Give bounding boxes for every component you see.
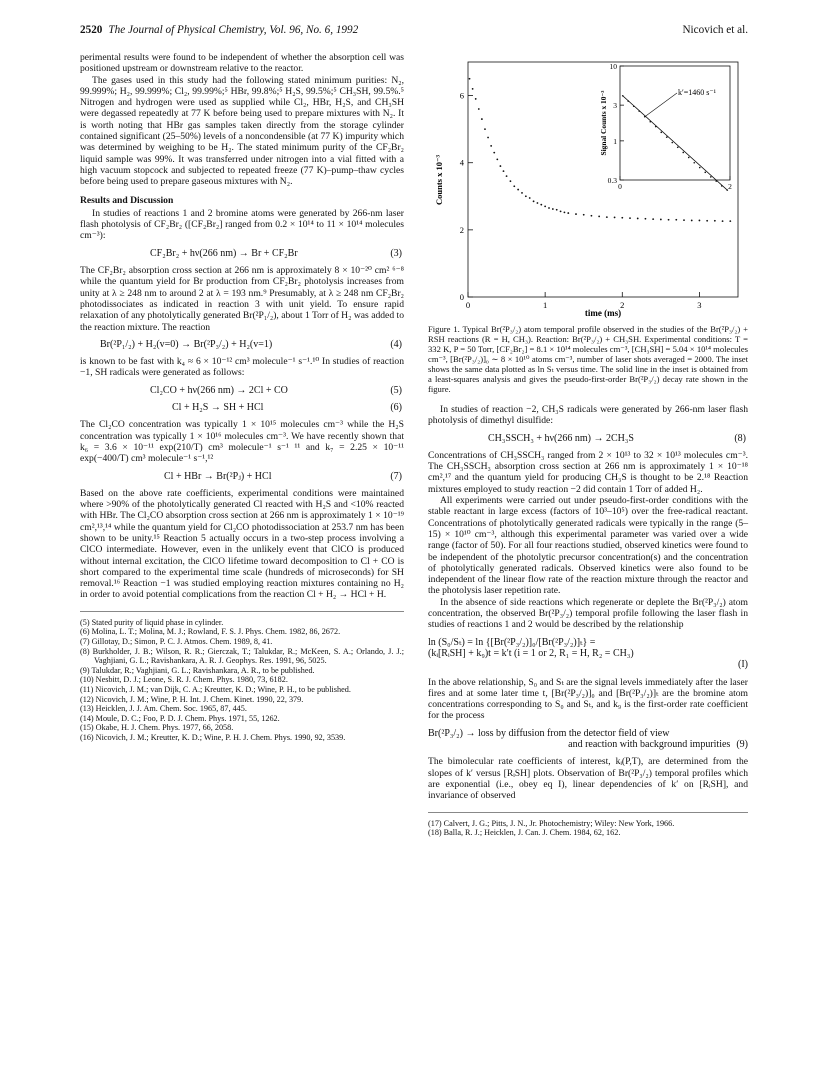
data-point xyxy=(629,217,631,219)
paragraph: All experiments were carried out under pseudo-first-order conditions with the stable reactant in large excess (factors of 10³–10⁵) over the free-radical reactant. Concentrations of photolytically generated radicals were typically in the range (5–15) × 10¹⁰ cm⁻³, although this experimental parameter was varied over a wide range (factor of 50). For all four reactions studied, observed kinetics were found to be independent of the photolytic precursor concentration(s) and the concentration of photolytically generated radicals. Observed kinetics were also found to be independent of the linear flow rate of the reaction mixture through the reactor and the photolysis laser repetition rate. xyxy=(428,495,748,597)
inset-data-point xyxy=(671,142,673,144)
data-point xyxy=(729,220,731,222)
reference: (15) Okabe, H. J. Chem. Phys. 1977, 66, 2058. xyxy=(80,723,234,733)
data-point xyxy=(552,208,554,210)
data-point xyxy=(500,165,502,167)
equation-5: Cl₂CO + hν(266 nm) → 2Cl + CO (5) xyxy=(150,384,402,396)
inset-x-tick-label: 2 xyxy=(728,182,732,191)
equation-3: CF₂Br₂ + hν(266 nm) → Br + CF₂Br (3) xyxy=(150,247,402,259)
data-point xyxy=(513,185,515,187)
inset-y-axis-label: Signal Counts x 10⁻³ xyxy=(599,90,608,156)
data-point xyxy=(517,189,519,191)
inset-data-point xyxy=(710,176,712,178)
data-point xyxy=(481,118,483,120)
data-point xyxy=(548,207,550,209)
reference: (17) Calvert, J. G.; Pitts, J. N., Jr. Photochemistry; Wiley: New York, 1966. xyxy=(428,818,675,828)
data-point xyxy=(583,214,585,216)
data-point xyxy=(621,217,623,219)
reference: (8) Burkholder, J. B.; Wilson, R. R.; Gierczak, T.; Talukdar, R.; McKeen, S. A.; Orlando, J. J.; Vaghjiani, G. L.; Ravishankara, A. R. J. Geophys. Res. 1991, 96, 5025. xyxy=(80,646,404,666)
data-point xyxy=(506,175,508,177)
data-point xyxy=(567,212,569,214)
reference: (11) Nicovich, J. M.; van Dijk, C. A.; Kreutter, K. D.; Wine, P. H., to be published. xyxy=(80,684,351,694)
y-tick-label: 2 xyxy=(459,224,464,235)
x-tick-label: 3 xyxy=(697,300,702,310)
data-point xyxy=(598,216,600,218)
main-y-axis-label: Counts x 10⁻³ xyxy=(434,154,444,206)
data-point xyxy=(668,219,670,221)
paragraph: The Cl₂CO concentration was typically 1 × 10¹⁵ molecules cm⁻³ while the H₂S concentration was typically 1 × 10¹⁶ molecules cm⁻³. We have recently shown that k₆ = 3.6 × 10⁻¹¹ exp(210/T) cm³ molecule⁻¹ s⁻¹ ¹¹ and k₇ = 2.25 × 10⁻¹¹ exp(−400/T) cm³ molecule⁻¹ s⁻¹,¹² xyxy=(80,419,404,465)
inset-data-point xyxy=(704,172,706,174)
paragraph: The bimolecular rate coefficients of interest, kᵢ(P,T), are determined from the slopes of k′ versus [RᵢSH] plots. Observation of Br(²P₃/₂) temporal profiles which are exponential (i.e., obey eq I), linear dependencies of k′ on [RᵢSH], and invariance of observed xyxy=(428,756,748,802)
data-point xyxy=(614,217,616,219)
data-point xyxy=(544,205,546,207)
y-tick-label: 0 xyxy=(459,292,464,302)
paragraph: The gases used in this study had the following stated minimum purities: N₂, 99.999%; H₂, 99.999%; Cl₂, 99.99%;⁵ HBr, 99.8%;⁵ H₂S, 99.5%;⁵ CH₃SH, 99.5%.⁵ Nitrogen and hydrogen were used as supplied while Cl₂, HBr, H₂S, and CH₃SH were degassed repeatedly at 77 K before being used to prepare mixtures with N₂. It is worth noting that HBr gas samples taken directly from the storage cylinder contained significant (25–50%) levels of a noncondensible (at 77 K) impurity which was determined by weighing to be H₂. The stated minimum purity of the CF₂Br₂ liquid sample was 99%. It was transferred under nitrogen into a vial fitted with a high vacuum stopcock and subjected to repeated freeze (77 K)–pump–thaw cycles before being used to prepare gaseous mixtures with N₂. xyxy=(80,74,404,188)
data-point xyxy=(475,98,477,100)
data-point xyxy=(496,158,498,160)
data-point xyxy=(529,197,531,199)
inset-data-point xyxy=(699,167,701,169)
figure-caption: Figure 1. Typical Br(²P₃/₂) atom temporal profile observed in the studies of the Br(²P₃/₂) + RSH reactions (R = H, CH₃). Reaction: Br(²P₃/₂) + CH₃SH. Experimental conditions: T = 332 K, P = 50 Torr, [CF₂Br₂] = 8.1 × 10¹⁴ molecules cm⁻³, [CH₃SH] = 5.04 × 10¹⁴ molecules cm⁻³, [Br(²P₃/₂)]₀ ∼ 8 × 10¹⁰ atoms cm⁻³, number of laser shots averaged = 2000. The inset shows the same data plotted as ln Sₜ versus time. The solid line in the inset is obtained from a least-squares analysis and gives the pseudo-first-order Br(²P₃/₂) decay rate shown in the figure. xyxy=(428,324,748,394)
data-point xyxy=(606,216,608,218)
inset-y-tick-label: 1 xyxy=(613,136,617,146)
inset-plot xyxy=(620,66,730,180)
paragraph: In studies of reaction −2, CH₃S radicals were generated by 266-nm laser flash photolysis of dimethyl disulfide: xyxy=(428,404,748,427)
rate-label: k′=1460 s⁻¹ xyxy=(678,88,716,97)
inset-data-point xyxy=(666,136,668,138)
data-point xyxy=(564,212,566,214)
data-point xyxy=(645,218,647,220)
reference: (7) Gillotay, D.; Simon, P. C. J. Atmos. Chem. 1989, 8, 41. xyxy=(80,636,273,646)
reference: (16) Nicovich, J. M.; Kreutter, K. D.; Wine, P. H. J. Chem. Phys. 1990, 92, 3539. xyxy=(80,732,346,742)
references-right xyxy=(428,812,748,838)
reference: (9) Talukdar, R.; Vaghjiani, G. L.; Ravishankara, A. R., to be published. xyxy=(80,665,315,675)
data-point xyxy=(537,202,539,204)
data-point xyxy=(487,137,489,139)
equation-9: Br(²P₃/₂) → loss by diffusion from the detector field of view and reaction with background impurities (9) xyxy=(428,727,748,751)
reference: (6) Molina, L. T.; Molina, M. J.; Rowland, F. S. J. Phys. Chem. 1982, 86, 2672. xyxy=(80,627,341,637)
inset-data-point xyxy=(688,157,690,159)
inset-data-point xyxy=(660,132,662,134)
y-tick-label: 4 xyxy=(459,157,464,168)
data-point xyxy=(525,195,527,197)
equation-7: Cl + HBr → Br(²Pⱼ) + HCl (7) xyxy=(164,470,402,482)
left-column xyxy=(80,52,404,742)
journal-citation: The Journal of Physical Chemistry, Vol. 96, No. 6, 1992 xyxy=(108,24,359,36)
data-point xyxy=(472,88,474,90)
running-authors: Nicovich et al. xyxy=(682,24,748,36)
right-column xyxy=(428,52,748,838)
data-point xyxy=(660,219,662,221)
data-point xyxy=(503,170,505,172)
x-tick-label: 2 xyxy=(620,300,625,310)
data-point xyxy=(575,213,577,215)
data-point xyxy=(556,209,558,211)
data-point xyxy=(490,145,492,147)
paragraph: perimental results were found to be independent of whether the absorption cell was positioned upstream or downstream relative to the reactor. xyxy=(80,52,404,75)
paragraph: Based on the above rate coefficients, experimental conditions were maintained where >90% of the photolytically generated Cl reacted with H₂S and <10% reacted with HBr. The Cl₂CO absorption cross section at 266 nm is approximately 1 × 10⁻¹⁹ cm²,¹³,¹⁴ while the quantum yield for Cl₂CO photodissociation at 253.7 nm has been shown to be unity.¹⁵ Reaction 5 actually occurs in a two-step process involving a ClCO intermediate. However, even in the unlikely event that ClCO is produced without internal excitation, the ClCO lifetime toward decomposition to Cl + CO is short compared to the experimental time scale (hundreds of microseconds) for SH removal.¹⁶ Reaction −1 was studied employing reaction mixtures containing no H₂ in order to avoid potential complications from the reaction Cl + H₂ → HCl + H. xyxy=(80,487,404,601)
data-point xyxy=(683,219,685,221)
data-point xyxy=(722,220,724,222)
inset-data-point xyxy=(682,152,684,154)
inset-y-tick-label: 10 xyxy=(609,62,617,71)
data-point xyxy=(591,215,593,217)
paragraph: Concentrations of CH₃SSCH₃ ranged from 2 × 10¹³ to 32 × 10¹³ molecules cm⁻³. The CH₃SSCH₃ absorption cross section at 266 nm is approximately 1 × 10⁻¹⁸ cm²,¹⁷ and the quantum yield for producing CH₃S is thought to be 2.¹⁸ Reaction mixtures employed to study reaction −2 did contain 1 Torr of added H₂. xyxy=(428,449,748,495)
data-point xyxy=(637,218,639,220)
equation-4: Br(²P₁/₂) + H₂(v=0) → Br(²P₃/₂) + H₂(v=1) (4) xyxy=(100,338,402,350)
paragraph: In the absence of side reactions which regenerate or deplete the Br(²P₃/₂) atom concentration, the observed Br(²P₃/₂) temporal profile following the laser flash in studies of reactions 1 and 2 would be described by the relationship xyxy=(428,596,748,631)
data-point xyxy=(675,219,677,221)
data-point xyxy=(493,152,495,154)
main-x-axis-label: time (ms) xyxy=(584,308,622,318)
figure-1 xyxy=(428,52,748,320)
paragraph: In studies of reactions 1 and 2 bromine atoms were generated by 266-nm laser flash photolysis of CF₂Br₂ ([CF₂Br₂] ranged from 0.2 × 10¹⁴ to 11 × 10¹⁴ molecules cm⁻³): xyxy=(80,207,404,242)
data-point xyxy=(699,220,701,222)
inset-y-tick-label: 3 xyxy=(613,101,617,111)
page-number: 2520 xyxy=(80,24,103,36)
page-header xyxy=(80,24,748,42)
data-point xyxy=(652,218,654,220)
reference: (18) Balla, R. J.; Heicklen, J. Can. J. Chem. 1984, 62, 162. xyxy=(428,828,621,838)
data-point xyxy=(714,220,716,222)
inset-data-point xyxy=(693,162,695,164)
figure-1-plot xyxy=(428,52,748,320)
section-heading: Results and Discussion xyxy=(80,194,174,206)
paragraph: The CF₂Br₂ absorption cross section at 266 nm is approximately 8 × 10⁻²⁰ cm² ⁶⁻⁸ while the quantum yield for Br production from CF₂Br₂ photolysis increases from unity at λ ≥ 248 nm to around 2 at λ = 193 nm.⁹ Presumably, at λ ≥ 248 nm CF₂Br₂ photodissociates as indicated in reaction 3 with unit yield. To ensure rapid relaxation of any photolytically generated Br(²P₁/₂), about 1 Torr of H₂ was added to the reaction mixture. The reaction xyxy=(80,265,404,333)
data-point xyxy=(540,204,542,206)
data-point xyxy=(484,128,486,130)
x-tick-label: 0 xyxy=(465,300,471,310)
references-left xyxy=(80,611,404,743)
data-point xyxy=(510,180,512,182)
reference: (10) Nesbitt, D. J.; Leone, S. R. J. Chem. Phys. 1980, 73, 6182. xyxy=(80,675,288,685)
data-point xyxy=(469,78,471,80)
data-point xyxy=(533,200,535,202)
reference: (13) Heicklen, J. J. Am. Chem. Soc. 1965, 87, 445. xyxy=(80,704,247,714)
data-point xyxy=(706,220,708,222)
paragraph: In the above relationship, S₀ and Sₜ are the signal levels immediately after the laser fires and at some later time t, [Br(²P₃/₂)]₀ and [Br(²P₃/₂)]ₜ are the bromine atom concentrations corresponding to S₀ and Sₜ, and k₉ is the first-order rate coefficient for the process xyxy=(428,676,748,722)
reference: (12) Nicovich, J. M.; Wine, P. H. Int. J. Chem. Kinet. 1990, 22, 379. xyxy=(80,694,304,704)
paragraph: is known to be fast with k₄ ≈ 6 × 10⁻¹² cm³ molecule⁻¹ s⁻¹.¹⁰ In studies of reaction −1, SH radicals were generated as follows: xyxy=(80,356,404,379)
data-point xyxy=(691,220,693,222)
data-point xyxy=(478,108,480,110)
equation-I: ln (S₀/Sₜ) = ln {[Br(²P₃/₂)]₀/[Br(²P₃/₂)]ₜ} = (kᵢ[RᵢSH] + k₉)t = k′t (i = 1 or 2, R₁ = H, R₂ = CH₃) (I) xyxy=(428,636,748,671)
reference: (14) Moule, D. C.; Foo, P. D. J. Chem. Phys. 1971, 55, 1262. xyxy=(80,713,280,723)
y-tick-label: 6 xyxy=(459,90,464,101)
inset-y-tick-label: 0.3 xyxy=(607,176,617,185)
x-tick-label: 1 xyxy=(543,300,548,310)
inset-data-point xyxy=(677,147,679,149)
data-point xyxy=(521,192,523,194)
inset-x-tick-label: 0 xyxy=(618,182,622,191)
equation-6: Cl + H₂S → SH + HCl (6) xyxy=(172,402,402,414)
equation-8: CH₃SSCH₃ + hν(266 nm) → 2CH₃S (8) xyxy=(488,432,746,444)
inset-frame xyxy=(620,66,730,180)
reference: (5) Stated purity of liquid phase in cylinder. xyxy=(80,617,224,627)
data-point xyxy=(560,210,562,212)
